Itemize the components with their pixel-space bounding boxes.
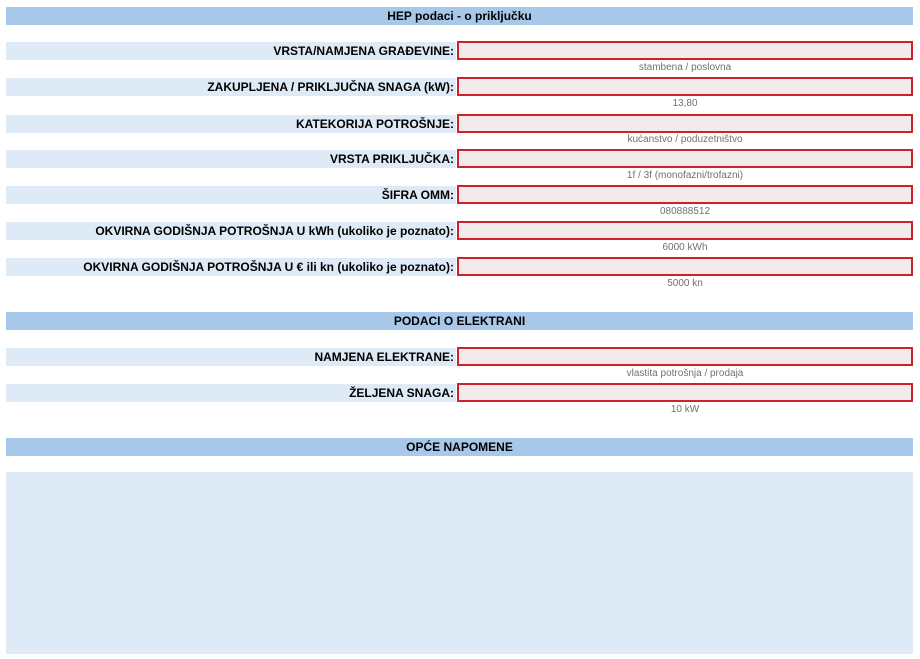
hint-kategorija-potrosnje: kućanstvo / poduzetništvo: [627, 134, 743, 145]
label-kategorija-potrosnje: KATEKORIJA POTROŠNJE:: [6, 115, 456, 133]
section-header-elektrana: PODACI O ELEKTRANI: [6, 312, 913, 330]
label-namjena-elektrane: NAMJENA ELEKTRANE:: [6, 348, 456, 366]
label-vrsta-gradevine: VRSTA/NAMJENA GRAĐEVINE:: [6, 42, 456, 60]
hint-vrsta-prikljucka: 1f / 3f (monofazni/trofazni): [626, 170, 744, 181]
form-row-kategorija-potrosnje: [6, 115, 913, 133]
label-priklucna-snaga: ZAKUPLJENA / PRIKLJUČNA SNAGA (kW):: [6, 78, 456, 96]
input-priklucna-snaga[interactable]: [457, 77, 913, 96]
input-potrosnja-kwh[interactable]: [457, 221, 913, 240]
hint-namjena-elektrane: vlastita potrošnja / prodaja: [626, 368, 744, 379]
label-potrosnja-kwh: OKVIRNA GODIŠNJA POTROŠNJA U kWh (ukoliko je poznato):: [6, 222, 456, 240]
form-row-namjena-elektrane: [6, 348, 913, 366]
notes-textarea[interactable]: [6, 472, 913, 654]
form-row-potrosnja-kwh: [6, 222, 913, 240]
form-row-zeljena-snaga: [6, 384, 913, 402]
input-kategorija-potrosnje[interactable]: [457, 114, 913, 133]
label-zeljena-snaga: ŽELJENA SNAGA:: [6, 384, 456, 402]
input-zeljena-snaga[interactable]: [457, 383, 913, 402]
form-row-sifra-omm: [6, 186, 913, 204]
hint-potrosnja-novac: 5000 kn: [667, 278, 703, 289]
label-potrosnja-novac: OKVIRNA GODIŠNJA POTROŠNJA U € ili kn (ukoliko je poznato):: [6, 258, 456, 276]
section-header-hep: HEP podaci - o priključku: [6, 7, 913, 25]
form-row-vrsta-gradevine: [6, 42, 913, 60]
input-vrsta-gradevine[interactable]: [457, 41, 913, 60]
input-namjena-elektrane[interactable]: [457, 347, 913, 366]
hint-zeljena-snaga: 10 kW: [670, 404, 700, 415]
form-row-vrsta-prikljucka: [6, 150, 913, 168]
hint-potrosnja-kwh: 6000 kWh: [662, 242, 708, 253]
label-vrsta-prikljucka: VRSTA PRIKLJUČKA:: [6, 150, 456, 168]
hint-sifra-omm: 080888512: [659, 206, 711, 217]
form-row-priklucna-snaga: [6, 78, 913, 96]
section-header-napomene: OPĆE NAPOMENE: [6, 438, 913, 456]
hint-vrsta-gradevine: stambena / poslovna: [638, 62, 732, 73]
hint-priklucna-snaga: 13,80: [672, 98, 698, 109]
input-potrosnja-novac[interactable]: [457, 257, 913, 276]
input-vrsta-prikljucka[interactable]: [457, 149, 913, 168]
label-sifra-omm: ŠIFRA OMM:: [6, 186, 456, 204]
input-sifra-omm[interactable]: [457, 185, 913, 204]
form-row-potrosnja-novac: [6, 258, 913, 276]
